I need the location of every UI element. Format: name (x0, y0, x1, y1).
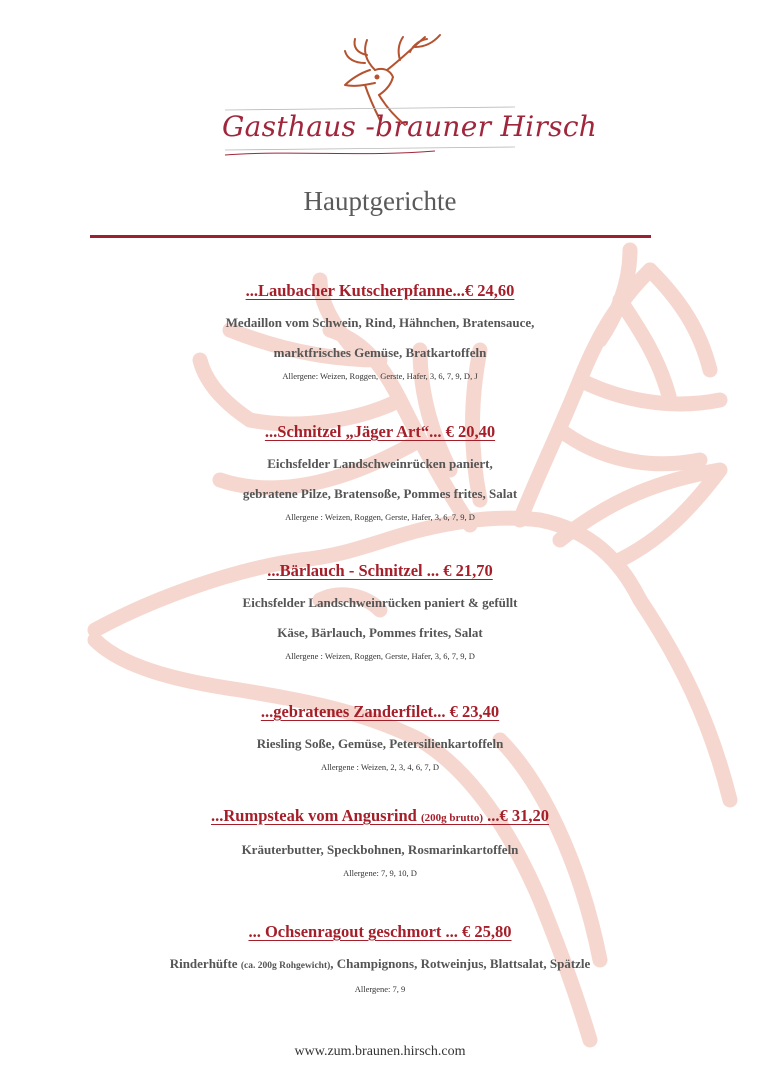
dish-item (0, 280, 760, 382)
website-link[interactable]: www.zum.braunen.hirsch.com (294, 1044, 466, 1059)
dish-allergens: Allergene: 7, 9, 10, D (343, 868, 417, 878)
dish-item (0, 805, 760, 879)
dish-description: marktfrisches Gemüse, Bratkartoffeln (273, 345, 487, 360)
dish-description: Eichsfelder Landschweinrücken paniert & gefüllt (242, 595, 518, 610)
restaurant-name: Gasthaus -brauner Hirsch (222, 110, 598, 143)
dish-title: ... Ochsenragout geschmort ... € 25,80 (248, 922, 512, 941)
dish-allergens: Allergene : Weizen, 2, 3, 4, 6, 7, D (321, 762, 439, 772)
page-title: Hauptgerichte (303, 186, 457, 216)
dish-description-start: Rinderhüfte (169, 956, 238, 971)
dish-description: Käse, Bärlauch, Pommes frites, Salat (277, 625, 483, 640)
dish-title-weight: (200g brutto) (420, 812, 483, 824)
dish-title: ...gebratenes Zanderfilet... € 23,40 (260, 702, 500, 721)
dish-item (0, 701, 760, 773)
dish-description-weight: (ca. 200g Rohgewicht) (240, 961, 331, 971)
dish-description: Eichsfelder Landschweinrücken paniert, (267, 456, 493, 471)
dish-allergens: Allergene : Weizen, Roggen, Gerste, Hafer, 3, 6, 7, 9, D (285, 651, 475, 661)
dish-description: gebratene Pilze, Bratensoße, Pommes frites, Salat (242, 486, 518, 501)
dish-description: Riesling Soße, Gemüse, Petersilienkartoffeln (256, 736, 504, 751)
dish-title-price: ...€ 31,20 (487, 806, 549, 825)
title-divider (90, 235, 651, 238)
dish-description: Medaillon vom Schwein, Rind, Hähnchen, Bratensauce, (225, 315, 535, 330)
dish-title: ...Bärlauch - Schnitzel ... € 21,70 (267, 561, 493, 580)
dish-item (0, 560, 760, 662)
dish-item (0, 921, 760, 995)
dish-title-main: ...Rumpsteak vom Angusrind (211, 806, 417, 825)
dish-title: ...Schnitzel „Jäger Art“... € 20,40 (264, 422, 496, 441)
dish-allergens: Allergene : Weizen, Roggen, Gerste, Hafer, 3, 6, 7, 9, D (285, 512, 475, 522)
dish-allergens: Allergene: Weizen, Roggen, Gerste, Hafer, 3, 6, 7, 9, D, J (282, 371, 478, 381)
dish-title (0, 805, 760, 829)
dish-description-end: , Champignons, Rotweinjus, Blattsalat, Spätzle (330, 956, 591, 971)
dish-item (0, 421, 760, 523)
dish-description (0, 955, 760, 975)
dish-description: Kräuterbutter, Speckbohnen, Rosmarinkartoffeln (241, 842, 519, 857)
deer-head-logo-icon (215, 25, 598, 165)
dish-title: ...Laubacher Kutscherpfanne...€ 24,60 (245, 281, 515, 300)
dish-allergens: Allergene: 7, 9 (354, 984, 406, 994)
